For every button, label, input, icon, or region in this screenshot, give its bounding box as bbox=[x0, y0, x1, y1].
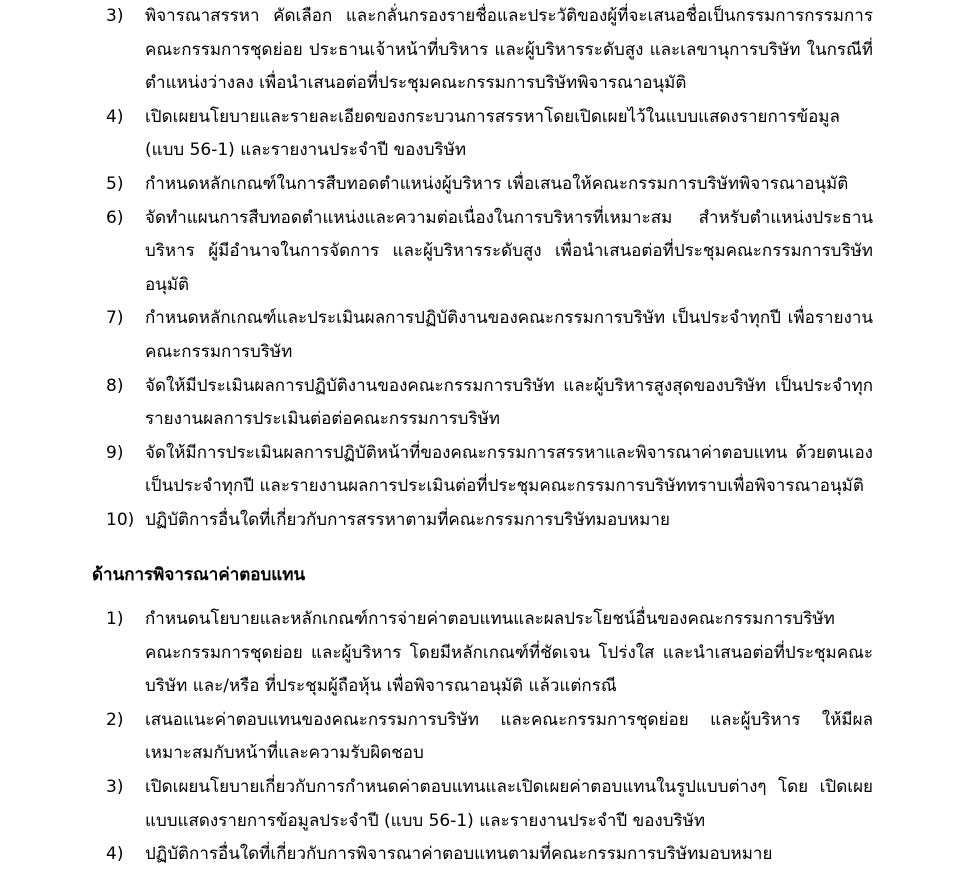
item-number: 6) bbox=[106, 207, 124, 228]
item-text-line: จัดให้มีการประเมินผลการปฏิบัติหน้าที่ของคณะกรรมการสรรหาและพิจารณาค่าตอบแทน ด้วยตนเอง bbox=[145, 442, 873, 463]
item-text-line: (แบบ 56-1) และรายงานประจำปี ของบริษัท bbox=[145, 140, 467, 161]
item-text-line: กำหนดหลักเกณฑ์ในการสืบทอดตำแหน่งผู้บริหาร เพื่อเสนอให้คณะกรรมการบริษัทพิจารณาอนุมัติ bbox=[145, 173, 849, 194]
item-text-line: บริหาร ผู้มีอำนาจในการจัดการ และผู้บริหารระดับสูง เพื่อนำเสนอต่อที่ประชุมคณะกรรมการบริษัท bbox=[145, 241, 873, 262]
list-item bbox=[0, 202, 960, 303]
item-text-line: กำหนดหลักเกณฑ์และประเมินผลการปฏิบัติงานของคณะกรรมการบริษัท เป็นประจำทุกปี เพื่อรายงาน bbox=[145, 308, 873, 329]
item-number: 1) bbox=[106, 609, 124, 629]
list-item bbox=[0, 504, 960, 538]
item-text-line: กำหนดนโยบายและหลักเกณฑ์การจ่ายค่าตอบแทนและผลประโยชน์อื่นของคณะกรรมการบริษัท bbox=[145, 609, 835, 629]
item-text-line: เป็นประจำทุกปี และรายงานผลการประเมินต่อที่ประชุมคณะกรรมการบริษัททราบเพื่อพิจารณาอนุมัติ bbox=[145, 476, 864, 497]
list-item bbox=[0, 603, 960, 704]
item-text-line: พิจารณาสรรหา คัดเลือก และกลั่นกรองรายชื่อและประวัติของผู้ที่จะเสนอชื่อเป็นกรรมการกรรมการ bbox=[145, 6, 873, 26]
item-text-line: คณะกรรมการชุดย่อย และผู้บริหาร โดยมีหลักเกณฑ์ที่ชัดเจน โปร่งใส และนำเสนอต่อที่ประชุมคณะ bbox=[145, 642, 873, 663]
list-item bbox=[0, 771, 960, 838]
item-number: 4) bbox=[106, 844, 124, 865]
item-text-line: ปฏิบัติการอื่นใดที่เกี่ยวกับการสรรหาตามที่คณะกรรมการบริษัทมอบหมาย bbox=[145, 509, 670, 530]
item-text-line: เปิดเผยนโยบายและรายละเอียดของกระบวนการสรรหาโดยเปิดเผยไว้ในแบบแสดงรายการข้อมูล bbox=[145, 106, 840, 127]
item-text-line: บริษัท และ/หรือ ที่ประชุมผู้ถือหุ้น เพื่อพิจารณาอนุมัติ แล้วแต่กรณี bbox=[145, 676, 617, 697]
section-heading-remuneration: ด้านการพิจารณาค่าตอบแทน bbox=[92, 565, 306, 585]
item-text-line: เหมาะสมกับหน้าที่และความรับผิดชอบ bbox=[145, 743, 424, 764]
item-text-line: เสนอแนะค่าตอบแทนของคณะกรรมการบริษัท และคณะกรรมการชุดย่อย และผู้บริหาร ให้มีผล bbox=[145, 709, 873, 730]
item-text-line: คณะกรรมการบริษัท bbox=[145, 341, 293, 362]
list-item bbox=[0, 0, 960, 101]
list-item bbox=[0, 302, 960, 369]
list-item bbox=[0, 168, 960, 202]
item-text-line: ปฏิบัติการอื่นใดที่เกี่ยวกับการพิจารณาค่าตอบแทนตามที่คณะกรรมการบริษัทมอบหมาย bbox=[145, 844, 773, 865]
item-number: 3) bbox=[106, 776, 124, 797]
list-item bbox=[0, 437, 960, 504]
item-text-line: อนุมัติ bbox=[145, 274, 190, 295]
item-number: 2) bbox=[106, 709, 124, 730]
item-number: 5) bbox=[106, 173, 124, 194]
item-text-line: แบบแสดงรายการข้อมูลประจำปี (แบบ 56-1) และรายงานประจำปี ของบริษัท bbox=[145, 810, 706, 831]
remuneration-duties-list bbox=[0, 603, 960, 872]
list-item bbox=[0, 838, 960, 872]
list-item bbox=[0, 704, 960, 771]
item-number: 9) bbox=[106, 442, 124, 463]
item-text-line: รายงานผลการประเมินต่อต่อคณะกรรมการบริษัท bbox=[145, 409, 500, 430]
item-text-line: คณะกรรมการชุดย่อย ประธานเจ้าหน้าที่บริหาร และผู้บริหารระดับสูง และเลขานุการบริษัท ในกรณีที่ bbox=[145, 39, 873, 60]
item-number: 3) bbox=[106, 6, 124, 26]
item-text-line: จัดให้มีประเมินผลการปฏิบัติงานของคณะกรรมการบริษัท และผู้บริหารสูงสุดของบริษัท เป็นประจำทุก bbox=[145, 375, 873, 396]
item-number: 7) bbox=[106, 308, 124, 329]
item-text-line: เปิดเผยนโยบายเกี่ยวกับการกำหนดค่าตอบแทนและเปิดเผยค่าตอบแทนในรูปแบบต่างๆ โดย เปิดเผย bbox=[145, 776, 873, 797]
item-text-line: ตำแหน่งว่างลง เพื่อนำเสนอต่อที่ประชุมคณะกรรมการบริษัทพิจารณาอนุมัติ bbox=[145, 73, 687, 94]
item-number: 4) bbox=[106, 106, 124, 127]
list-item bbox=[0, 370, 960, 437]
item-number: 8) bbox=[106, 375, 124, 396]
list-item bbox=[0, 101, 960, 168]
item-text-line: จัดทำแผนการสืบทอดตำแหน่งและความต่อเนื่องในการบริหารที่เหมาะสม สำหรับตำแหน่งประธาน bbox=[145, 207, 873, 228]
item-number: 10) bbox=[106, 509, 135, 530]
